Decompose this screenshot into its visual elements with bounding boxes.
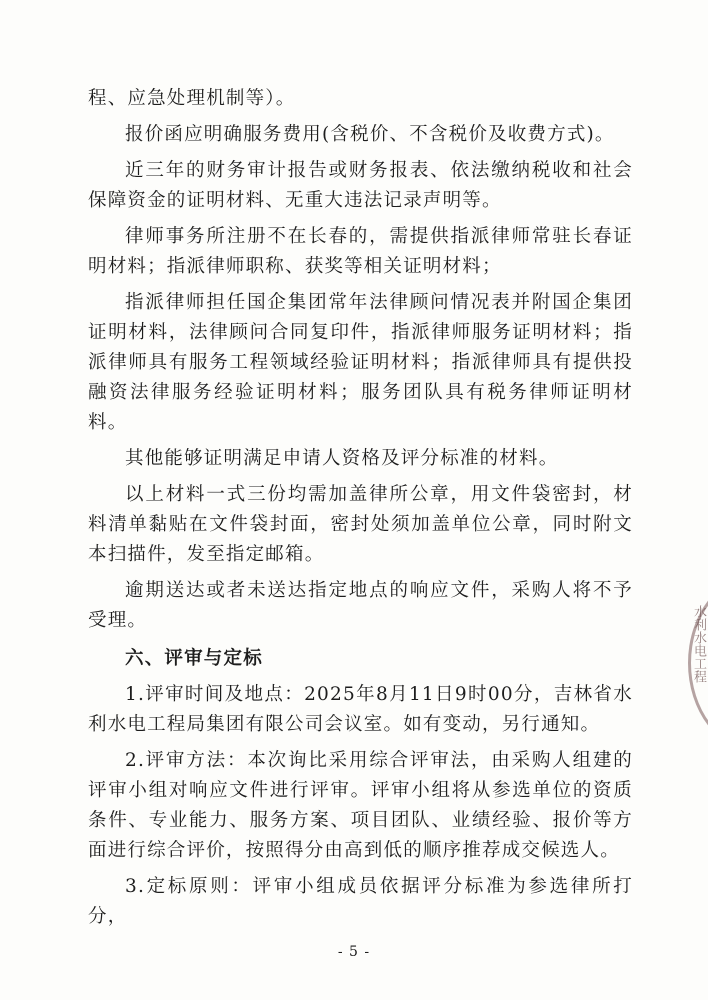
numbered-item: 1.评审时间及地点：2025年8月11日9时00分，吉林省水利水电工程局集团有限公司会议室。如有变动，另行通知。 (88, 684, 633, 735)
seal-text: 水利水电工程 (691, 605, 706, 683)
document-body (88, 84, 633, 938)
paragraph: 近三年的财务审计报告或财务报表、依法缴纳税收和社会保障资金的证明材料、无重大违法记录声明等。 (88, 160, 633, 211)
paragraph: 律师事务所注册不在长春的，需提供指派律师常驻长春证明材料；指派律师职称、获奖等相关证明材料； (88, 226, 633, 277)
paragraph: 报价函应明确服务费用(含税价、不含税价及收费方式)。 (125, 124, 615, 145)
numbered-item: 2.评审方法：本次询比采用综合评审法，由采购人组建的评审小组对响应文件进行评审。评审小组将从参选单位的资质条件、专业能力、服务方案、项目团队、业绩经验、报价等方面进行综合评价，按照得分由高到低的顺序推荐成交候选人。 (88, 750, 633, 861)
paragraph: 以上材料一式三份均需加盖律所公章，用文件袋密封，材料清单黏贴在文件袋封面，密封处须加盖单位公章，同时附文本扫描件，发至指定邮箱。 (88, 484, 633, 565)
page-number: - 5 - (337, 944, 371, 960)
paragraph: 指派律师担任国企集团常年法律顾问情况表并附国企集团证明材料，法律顾问合同复印件，指派律师服务证明材料；指派律师具有服务工程领域经验证明材料；指派律师具有提供投融资法律服务经验证明材料；服务团队具有税务律师证明材料。 (88, 292, 633, 433)
numbered-item: 3.定标原则：评审小组成员依据评分标准为参选律所打分， (88, 876, 633, 927)
section-heading: 六、评审与定标 (125, 648, 263, 669)
paragraph: 逾期送达或者未送达指定地点的响应文件，采购人将不予受理。 (88, 580, 633, 631)
paragraph: 其他能够证明满足申请人资格及评分标准的材料。 (125, 448, 559, 469)
paragraph: 程、应急处理机制等）。 (88, 88, 296, 109)
seal-stamp (680, 575, 708, 745)
